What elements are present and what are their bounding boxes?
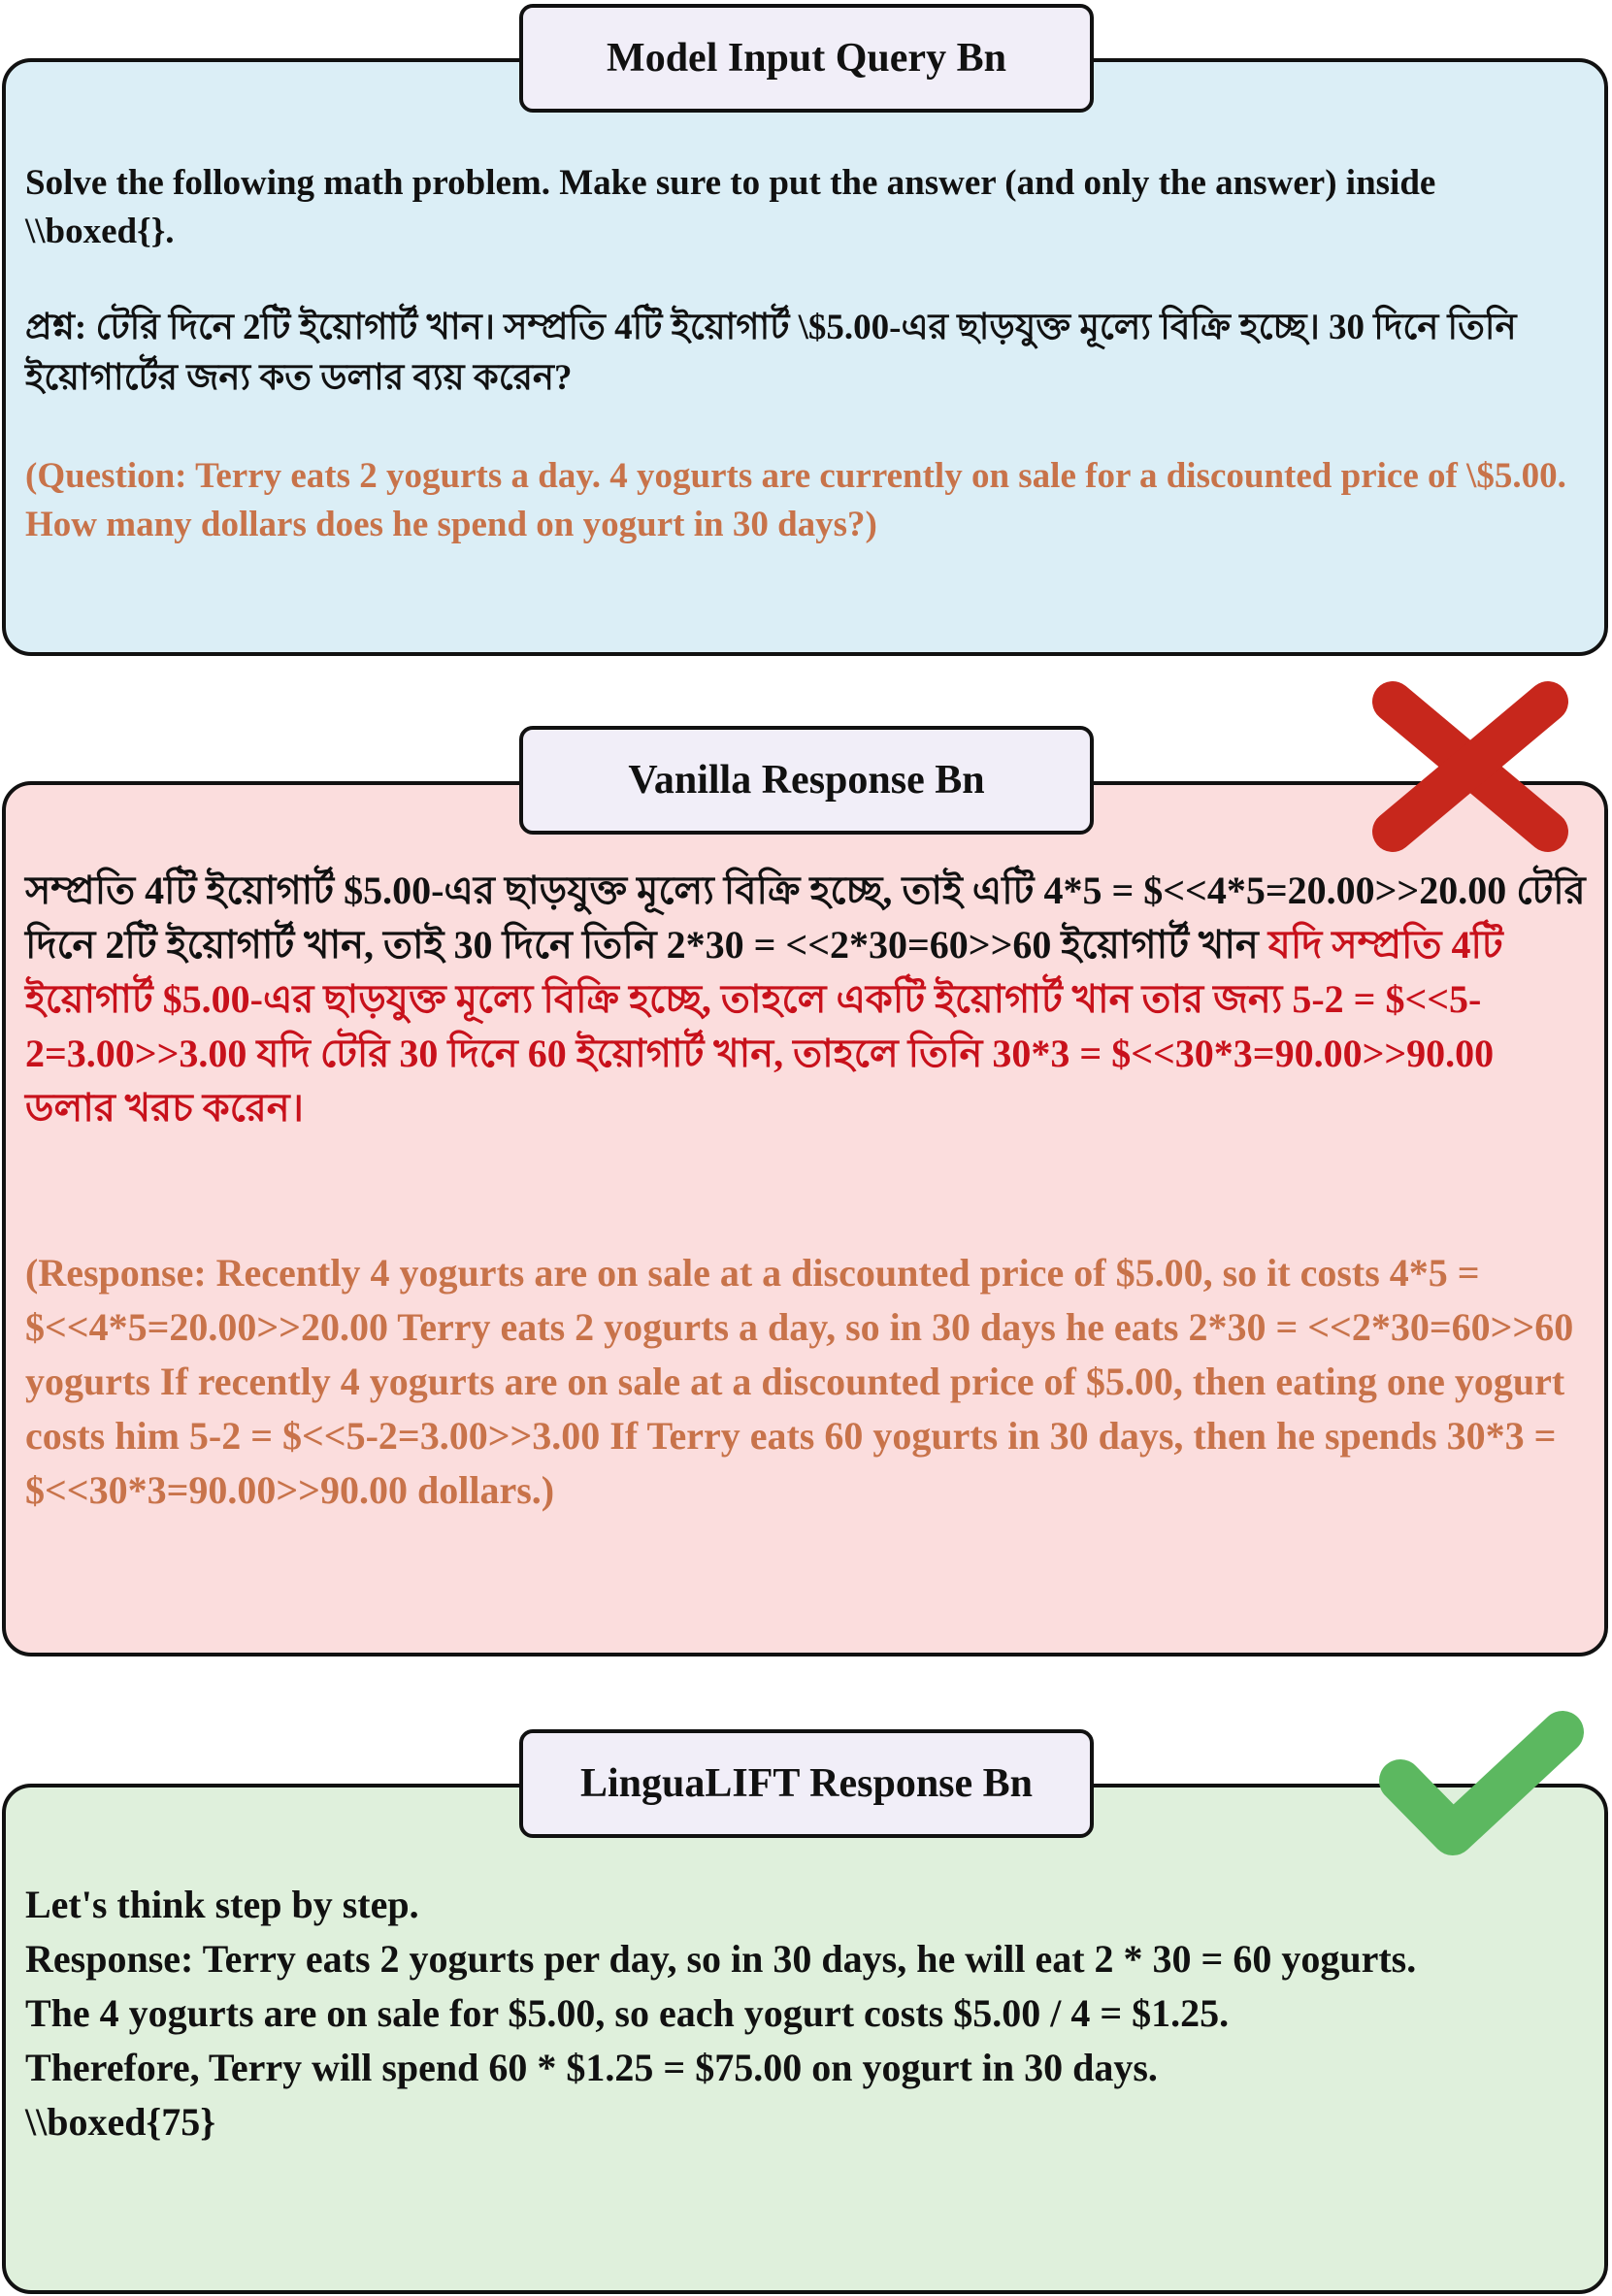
vanilla-response-bn: [25, 864, 1588, 1135]
vanilla-response-error: যদি সম্প্রতি 4টি ইয়োগার্ট $5.00-এর ছাড়যুক্ত মূল্যে বিক্রি হচ্ছে, তাহলে একটি ইয়োগার্ট খান তার জন্য 5-2 = $<<5-2=3.00>>3.00 যদি টেরি 30 দিনে 60 ইয়োগার্ট খান, তাহলে তিনি 30*3 = $<<30*3=90.00>>90.00 ডলার খরচ করেন।: [25, 923, 1503, 1130]
query-question-bn: প্রশ্ন: টেরি দিনে 2টি ইয়োগার্ট খান। সম্প্রতি 4টি ইয়োগার্ট \$5.00-এর ছাড়যুক্ত মূল্যে বিক্রি হচ্ছে। 30 দিনে তিনি ইয়োগার্টের জন্য কত ডলার ব্যয় করেন?: [25, 308, 1517, 398]
vanilla-translation: (Response: Recently 4 yogurts are on sale at a discounted price of $5.00, so it costs 4*5 = $<<4*5=20.00>>20.00 Terry eats 2 yogurts a day, so in 30 days he eats 2*30 = <<2*30=60>>60 yogurts If recently 4 yogurts are on sale at a discounted price of $5.00, then eating one yogurt costs him 5-2 = $<<5-2=3.00>>3.00 If Terry eats 60 yogurts in 30 days, then he spends 30*3 = $<<30*3=90.00>>90.00 dollars.): [25, 1251, 1574, 1512]
lingualift-line: Therefore, Terry will spend 60 * $1.25 = $75.00 on yogurt in 30 days.: [25, 2046, 1158, 2089]
lingualift-response: [25, 1878, 1588, 2149]
lingualift-title: LinguaLIFT Response Bn: [519, 1729, 1094, 1838]
lingualift-line: Let's think step by step.: [25, 1883, 419, 1926]
vanilla-response-correct: সম্প্রতি 4টি ইয়োগার্ট $5.00-এর ছাড়যুক্ত মূল্যে বিক্রি হচ্ছে, তাই এটি 4*5 = $<<4*5=20.00>>20.00 টেরি দিনে 2টি ইয়োগার্ট খান, তাই 30 দিনে তিনি 2*30 = <<2*30=60>>60 ইয়োগার্ট খান: [25, 869, 1586, 967]
query-translation: (Question: Terry eats 2 yogurts a day. 4 yogurts are currently on sale for a discounted price of \$5.00. How many dollars does he spend on yogurt in 30 days?): [25, 456, 1566, 544]
lingualift-line: The 4 yogurts are on sale for $5.00, so each yogurt costs $5.00 / 4 = $1.25.: [25, 1991, 1230, 2035]
check-icon: [1364, 1693, 1596, 1873]
query-instruction: Solve the following math problem. Make sure to put the answer (and only the answer) inside \\boxed{}.: [25, 163, 1436, 251]
vanilla-title: Vanilla Response Bn: [519, 726, 1094, 835]
query-title: Model Input Query Bn: [519, 4, 1094, 113]
lingualift-line: Response: Terry eats 2 yogurts per day, so in 30 days, he will eat 2 * 30 = 60 yogurts.: [25, 1937, 1417, 1981]
lingualift-line: \\boxed{75}: [25, 2100, 215, 2144]
cross-icon: [1364, 674, 1577, 859]
